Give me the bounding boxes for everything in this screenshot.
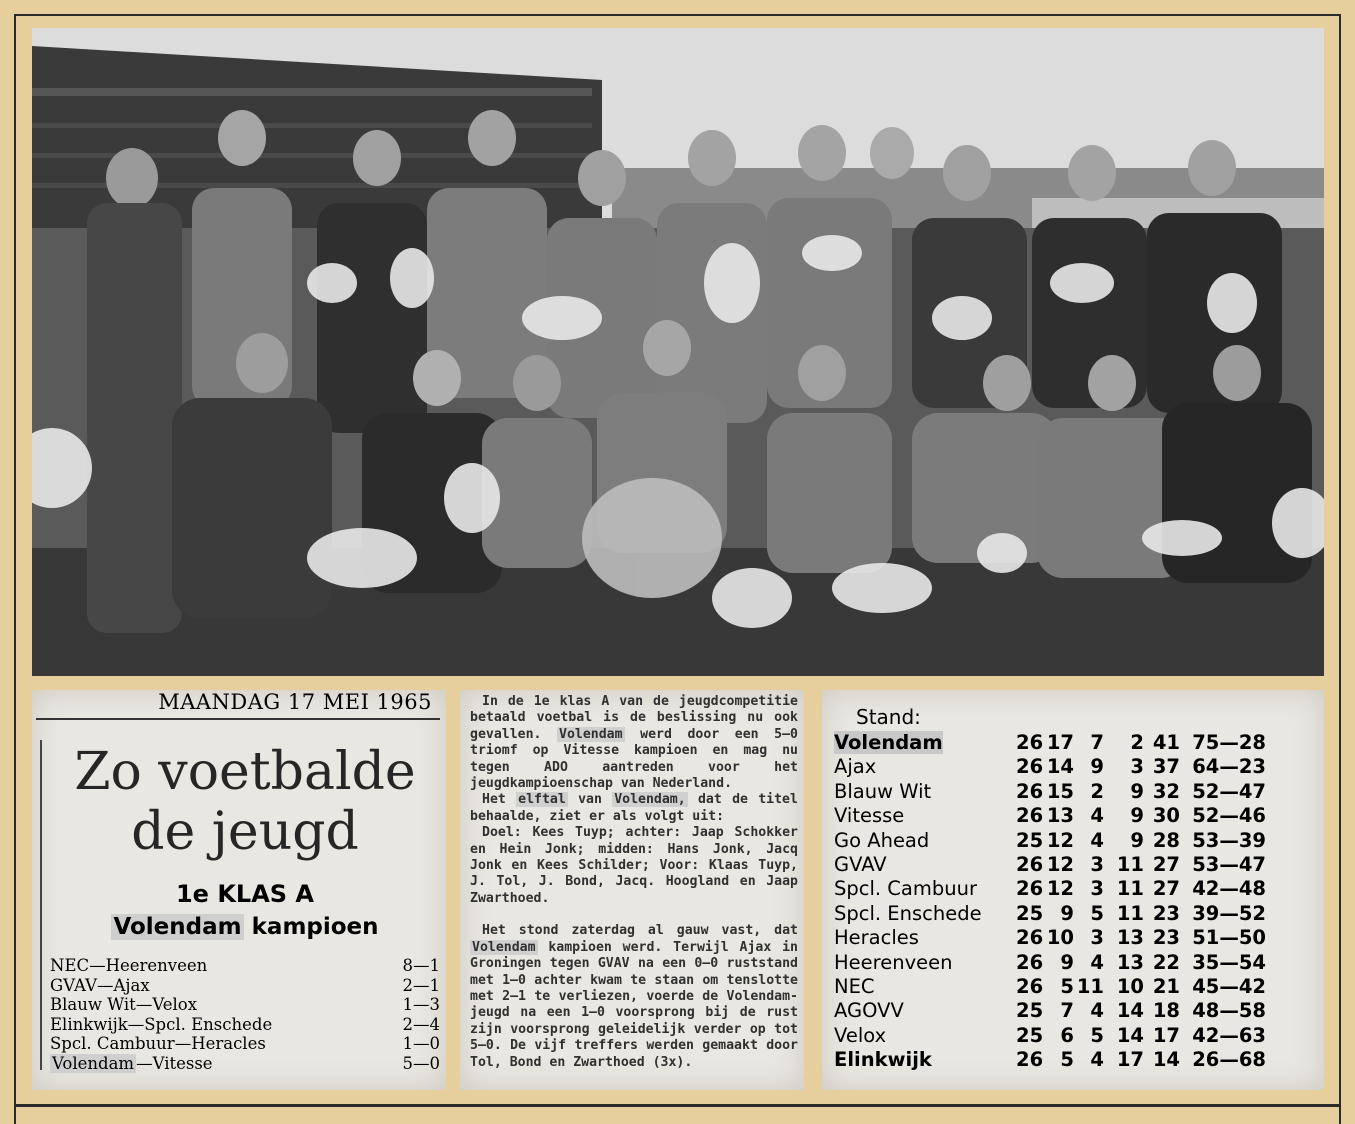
standings-goals: 53—47	[1192, 852, 1266, 876]
standings-team: Ajax	[834, 755, 877, 779]
standings-rows	[834, 731, 1314, 1072]
standings-drawn: 5	[1090, 1023, 1104, 1047]
standings-team: Spcl. Enschede	[834, 901, 982, 925]
standings-played: 26	[1016, 779, 1044, 803]
standings-drawn: 3	[1090, 926, 1104, 950]
frame-bottom-line	[14, 1104, 1341, 1107]
standings-played: 25	[1016, 901, 1044, 925]
standings-drawn: 2	[1090, 779, 1104, 803]
standings-row	[834, 780, 1314, 804]
standings-goals: 26—68	[1192, 1048, 1266, 1072]
standings-won: 14	[1046, 755, 1074, 779]
team-photo	[32, 28, 1324, 676]
standings-lost: 9	[1130, 804, 1144, 828]
standings-lost: 11	[1116, 877, 1144, 901]
standings-points: 21	[1152, 974, 1180, 998]
headline-line-1: Zo voetbalde	[74, 742, 416, 802]
standings-goals: 45—42	[1192, 974, 1266, 998]
article-paragraph-4: Het stond zaterdag al gauw vast, dat Volendam kampioen werd. Terwijl Ajax in Groningen tegen GVAV na een 0—0 ruststand met 1—0 achter kwam te staan om tenslotte met 2—1 te verliezen, voerde de Volendam-jeugd na een 1—0 voorsprong bij de rust zijn voorsprong geleidelijk verder op tot 5—0. De vijf treffers werden gemaakt door Tol, Bond en Zwarthoed (3x).	[470, 923, 798, 1070]
article-paragraph-3: Doel: Kees Tuyp; achter: Jaap Schokker en Hein Jonk; midden: Hans Jonk, Jacq Jonk en Kees Schilder; Voor: Klaas Tuyp, J. Tol, J. Bond, Jacq. Hoogland en Jaap Zwarthoed.	[470, 825, 798, 906]
standings-won: 9	[1060, 901, 1074, 925]
headline-line-2: de jeugd	[131, 802, 359, 862]
standings-points: 18	[1152, 999, 1180, 1023]
standings-points: 32	[1152, 779, 1180, 803]
result-row: GVAV—Ajax 2—1	[50, 975, 440, 995]
team-photo-icon	[32, 28, 1324, 676]
standings-drawn: 4	[1090, 950, 1104, 974]
standings-drawn: 7	[1090, 731, 1104, 754]
column-rule	[40, 740, 42, 1070]
standings-goals: 53—39	[1192, 828, 1266, 852]
standings-team: Go Ahead	[834, 828, 930, 852]
standings-team: Heerenveen	[834, 950, 953, 974]
standings-row	[834, 951, 1314, 975]
standings-lost: 13	[1116, 926, 1144, 950]
standings-played: 26	[1016, 974, 1044, 998]
standings-lost: 14	[1116, 999, 1144, 1023]
standings-won: 12	[1046, 852, 1074, 876]
standings-points: 22	[1152, 950, 1180, 974]
frame-top-line	[14, 14, 1341, 16]
standings-lost: 9	[1130, 779, 1144, 803]
standings-points: 14	[1152, 1048, 1180, 1072]
standings-lost: 10	[1116, 974, 1144, 998]
standings-lost: 11	[1116, 901, 1144, 925]
standings-row	[834, 926, 1314, 950]
standings-team: Vitesse	[834, 804, 905, 828]
standings-table	[834, 705, 1314, 1072]
standings-team: Heracles	[834, 926, 919, 950]
standings-drawn: 4	[1090, 999, 1104, 1023]
standings-lost: 17	[1116, 1048, 1144, 1072]
standings-team: Volendam	[834, 731, 943, 754]
standings-played: 25	[1016, 999, 1044, 1023]
standings-row	[834, 755, 1314, 779]
standings-goals: 52—46	[1192, 804, 1266, 828]
standings-won: 9	[1060, 950, 1074, 974]
standings-drawn: 4	[1090, 828, 1104, 852]
standings-team: Blauw Wit	[834, 779, 932, 803]
standings-lost: 9	[1130, 828, 1144, 852]
subhead-klas: 1e KLAS A	[175, 880, 314, 908]
standings-drawn: 3	[1090, 877, 1104, 901]
standings-played: 26	[1016, 1048, 1044, 1072]
dateline-rule	[36, 718, 440, 720]
standings-drawn: 9	[1090, 755, 1104, 779]
standings-won: 7	[1060, 999, 1074, 1023]
result-row: Spcl. Cambuur—Heracles 1—0	[50, 1034, 440, 1053]
standings-points: 37	[1152, 755, 1180, 779]
standings-won: 12	[1046, 828, 1074, 852]
standings-won: 5	[1060, 974, 1074, 998]
standings-goals: 51—50	[1192, 926, 1266, 950]
standings-lost: 3	[1130, 755, 1144, 779]
standings-points: 23	[1152, 901, 1180, 925]
frame-left-line	[14, 14, 16, 1124]
kampioen-team: Volendam	[113, 914, 242, 940]
article-paragraph-2: Het elftal van Volendam, dat de titel behaalde, ziet er als volgt uit:	[470, 792, 798, 824]
standings-points: 27	[1152, 877, 1180, 901]
standings-goals: 75—28	[1192, 731, 1266, 754]
result-row: Elinkwijk—Spcl. Enschede 2—4	[50, 1014, 440, 1034]
standings-points: 41	[1152, 731, 1180, 754]
standings-row	[834, 877, 1314, 901]
standings-won: 6	[1060, 1023, 1074, 1047]
standings-row	[834, 829, 1314, 853]
standings-drawn: 11	[1076, 974, 1104, 998]
headline	[60, 742, 430, 862]
standings-lost: 14	[1116, 1023, 1144, 1047]
frame-right-line	[1339, 14, 1341, 1124]
standings-won: 12	[1046, 877, 1074, 901]
standings-title: Stand:	[856, 705, 921, 729]
kampioen-word: kampioen	[251, 914, 379, 940]
standings-row	[834, 1024, 1314, 1048]
standings-row	[834, 975, 1314, 999]
standings-won: 13	[1046, 804, 1074, 828]
standings-row	[834, 999, 1314, 1023]
standings-played: 25	[1016, 828, 1044, 852]
standings-points: 17	[1152, 1023, 1180, 1047]
standings-won: 10	[1046, 926, 1074, 950]
standings-won: 15	[1046, 779, 1074, 803]
standings-won: 17	[1046, 731, 1074, 754]
standings-row	[834, 853, 1314, 877]
results-list	[50, 956, 440, 1073]
standings-played: 26	[1016, 731, 1044, 754]
standings-points: 23	[1152, 926, 1180, 950]
subhead-kampioen	[60, 914, 430, 940]
article-text	[470, 694, 798, 1071]
standings-team: GVAV	[834, 852, 887, 876]
standings-team: AGOVV	[834, 999, 904, 1023]
standings-lost: 2	[1130, 731, 1144, 754]
article-paragraph-1: In de 1e klas A van de jeugdcompetitie betaald voetbal is de beslissing nu ook gevallen. Volendam werd door een 5—0 triomf op Vitesse kampioen en mag nu tegen ADO aantreden voor het jeugdkampioenschap van Nederland.	[470, 694, 798, 792]
standings-points: 27	[1152, 852, 1180, 876]
standings-row	[834, 902, 1314, 926]
standings-team: NEC	[834, 974, 875, 998]
standings-played: 26	[1016, 926, 1044, 950]
standings-row	[834, 1048, 1314, 1072]
standings-won: 5	[1060, 1048, 1074, 1072]
standings-goals: 39—52	[1192, 901, 1266, 925]
standings-lost: 11	[1116, 852, 1144, 876]
standings-played: 26	[1016, 950, 1044, 974]
standings-played: 26	[1016, 804, 1044, 828]
standings-played: 25	[1016, 1023, 1044, 1047]
standings-played: 26	[1016, 877, 1044, 901]
standings-drawn: 4	[1090, 804, 1104, 828]
standings-played: 26	[1016, 852, 1044, 876]
standings-drawn: 5	[1090, 901, 1104, 925]
result-row: Blauw Wit—Velox 1—3	[50, 995, 440, 1014]
standings-lost: 13	[1116, 950, 1144, 974]
standings-drawn: 3	[1090, 852, 1104, 876]
standings-team: Elinkwijk	[834, 1048, 932, 1072]
standings-points: 28	[1152, 828, 1180, 852]
standings-goals: 64—23	[1192, 755, 1266, 779]
standings-goals: 48—58	[1192, 999, 1266, 1023]
result-row: Volendam —Vitesse 5—0	[52, 1053, 440, 1073]
dateline: MAANDAG 17 MEI 1965	[158, 690, 432, 714]
standings-goals: 42—48	[1192, 877, 1266, 901]
standings-team: Velox	[834, 1023, 887, 1047]
standings-played: 26	[1016, 755, 1044, 779]
standings-goals: 35—54	[1192, 950, 1266, 974]
standings-points: 30	[1152, 804, 1180, 828]
standings-row	[834, 731, 1314, 755]
result-row: NEC—Heerenveen 8—1	[50, 956, 440, 975]
standings-team: Spcl. Cambuur	[834, 877, 977, 901]
standings-goals: 42—63	[1192, 1023, 1266, 1047]
standings-drawn: 4	[1090, 1048, 1104, 1072]
standings-goals: 52—47	[1192, 779, 1266, 803]
standings-row	[834, 804, 1314, 828]
